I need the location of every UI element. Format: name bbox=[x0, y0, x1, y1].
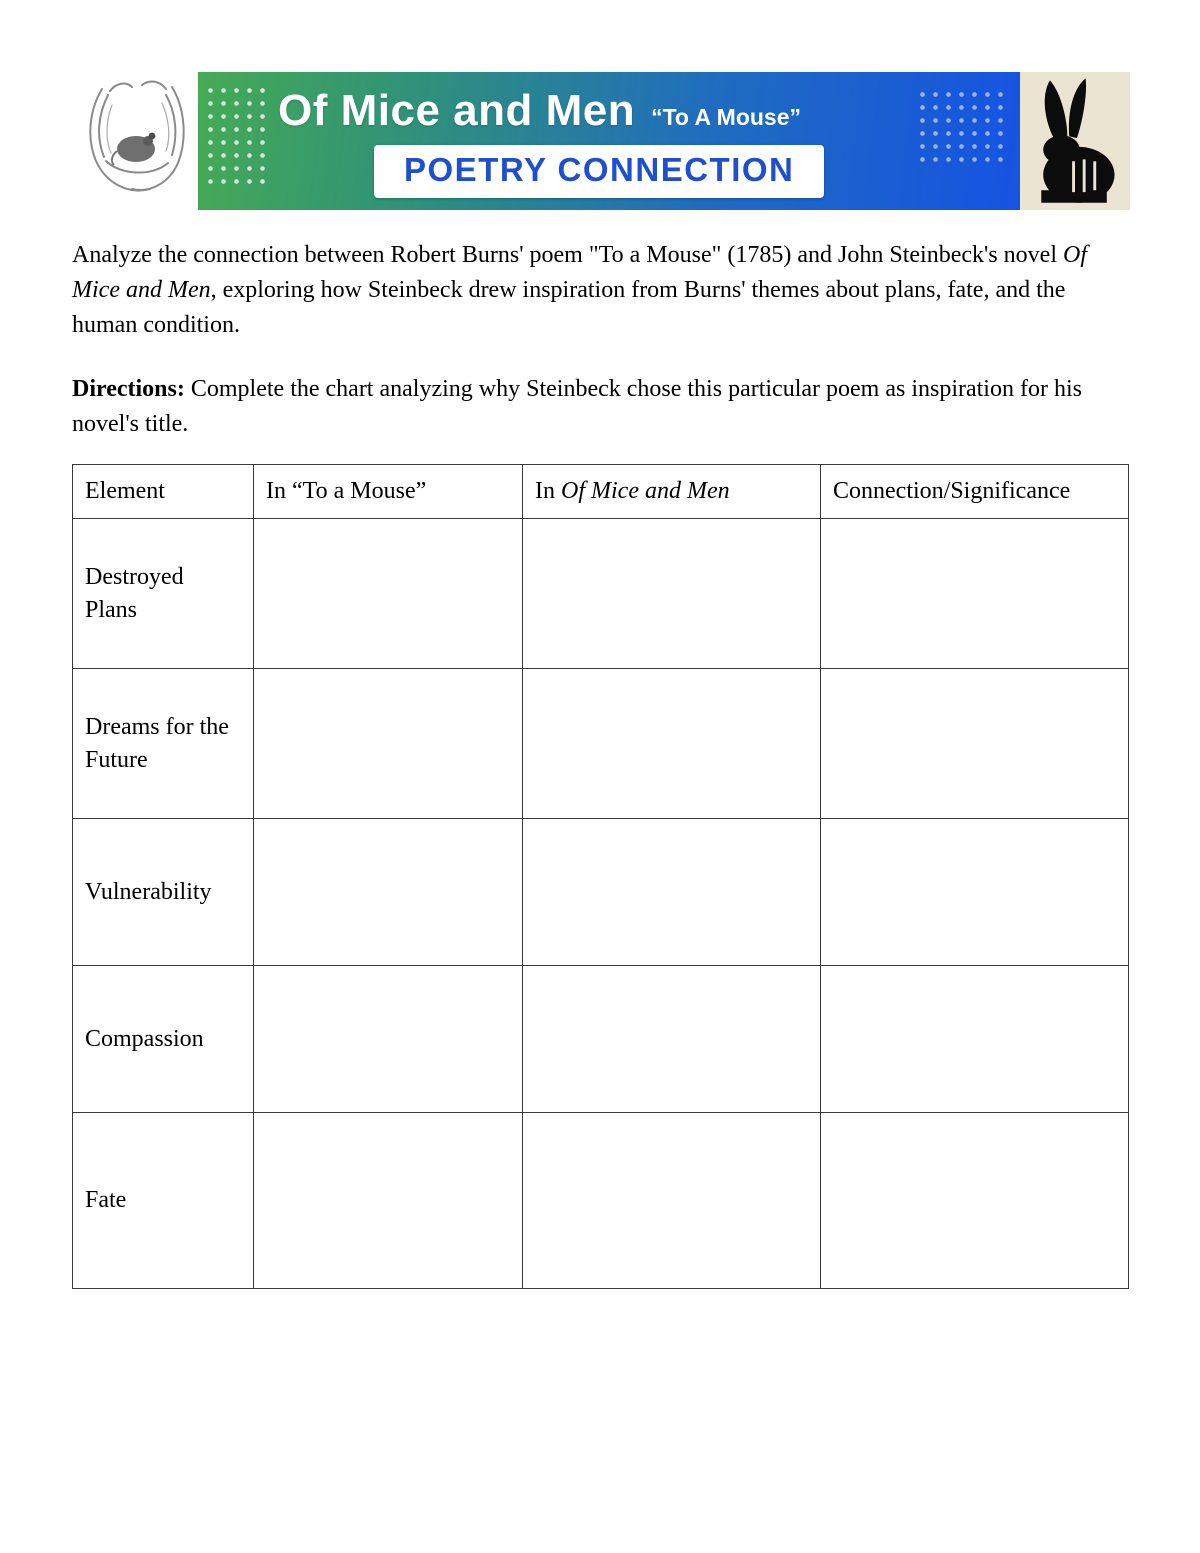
answer-cell-mouse bbox=[254, 819, 523, 966]
row-label: Destroyed Plans bbox=[73, 519, 254, 669]
hands-holding-mouse-image bbox=[76, 74, 196, 206]
table-row-fate bbox=[73, 1113, 1129, 1289]
row-label: Compassion bbox=[73, 966, 254, 1113]
answer-cell-connection bbox=[821, 519, 1129, 669]
row-label: Fate bbox=[73, 1113, 254, 1289]
answer-cell-novel bbox=[523, 1113, 821, 1289]
banner-subtitle: “To A Mouse” bbox=[651, 104, 802, 130]
header-to-a-mouse: In “To a Mouse” bbox=[254, 465, 523, 519]
answer-cell-connection bbox=[821, 669, 1129, 819]
intro-paragraph bbox=[72, 238, 1132, 343]
table-row-dreams-for-the-future bbox=[73, 669, 1129, 819]
answer-cell-mouse bbox=[254, 519, 523, 669]
answer-cell-mouse bbox=[254, 1113, 523, 1289]
rabbit-image bbox=[1020, 72, 1130, 210]
table-row-compassion bbox=[73, 966, 1129, 1113]
directions-text: Complete the chart analyzing why Steinbeck chose this particular poem as inspiration for his novel's title. bbox=[72, 376, 1082, 437]
answer-cell-novel bbox=[523, 669, 821, 819]
directions-paragraph bbox=[72, 372, 1132, 442]
answer-cell-mouse bbox=[254, 669, 523, 819]
answer-cell-connection bbox=[821, 819, 1129, 966]
answer-cell-mouse bbox=[254, 966, 523, 1113]
row-label: Vulnerability bbox=[73, 819, 254, 966]
header-novel-title: Of Mice and Men bbox=[561, 478, 730, 504]
answer-cell-connection bbox=[821, 1113, 1129, 1289]
analysis-table-container bbox=[72, 464, 1128, 1289]
table-row-destroyed-plans bbox=[73, 519, 1129, 669]
answer-cell-novel bbox=[523, 819, 821, 966]
intro-text-after: , exploring how Steinbeck drew inspiration from Burns' themes about plans, fate, and the human condition. bbox=[72, 277, 1066, 338]
hands-holding-mouse-sketch-icon bbox=[76, 74, 196, 206]
row-label: Dreams for the Future bbox=[73, 669, 254, 819]
answer-cell-novel bbox=[523, 519, 821, 669]
black-rabbit-silhouette-icon bbox=[1022, 76, 1128, 210]
header-connection: Connection/Significance bbox=[821, 465, 1129, 519]
table-row-vulnerability bbox=[73, 819, 1129, 966]
banner-title: Of Mice and Men bbox=[278, 86, 636, 135]
header-banner bbox=[198, 72, 1020, 210]
directions-label: Directions: bbox=[72, 376, 185, 402]
header-novel-prefix: In bbox=[535, 478, 561, 504]
intro-novel-title: Of Mice and Men bbox=[72, 242, 1087, 303]
intro-text-before: Analyze the connection between Robert Burns' poem "To a Mouse" (1785) and John Steinbeck's novel bbox=[72, 242, 1063, 268]
answer-cell-connection bbox=[821, 966, 1129, 1113]
poetry-connection-badge: POETRY CONNECTION bbox=[374, 145, 824, 198]
header-of-mice-and-men bbox=[523, 465, 821, 519]
table-header-row bbox=[73, 465, 1129, 519]
answer-cell-novel bbox=[523, 966, 821, 1113]
header-element: Element bbox=[73, 465, 254, 519]
analysis-table bbox=[72, 464, 1129, 1289]
